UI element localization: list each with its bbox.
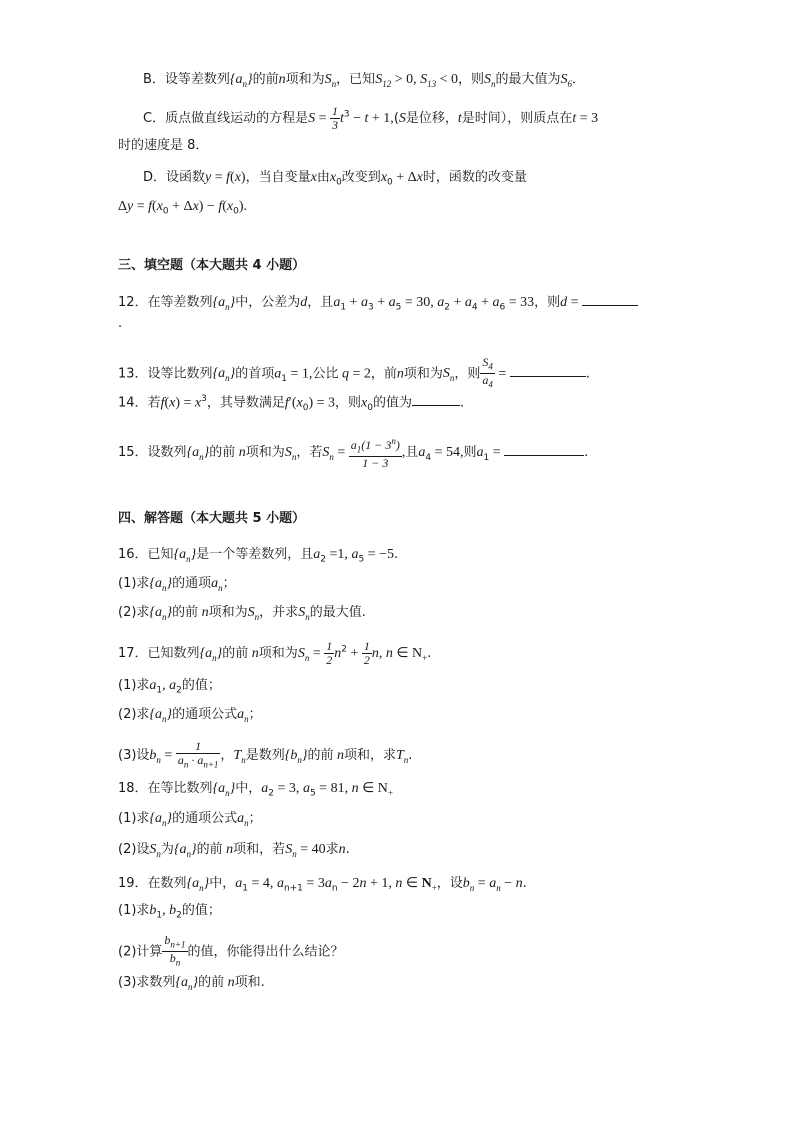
question-18: 18．在等比数列$\{a_n\}$中，$a_2 = 3$, $a_5 = 81$, n ∈ $N_+$	[118, 781, 393, 799]
question-18-part-2: (2)设$S_n$为$\{a_n\}$的前 n项和，若$S_n = 40$求n.	[118, 842, 350, 859]
question-14: 14．若$f(x) = x^3$，其导数满足$f'(x_0) = 3$，则$x_0$的值为 .	[118, 394, 465, 413]
section-solve-title: 四、解答题（本大题共 5 小题）	[118, 511, 306, 526]
question-19-part-3: (3)求数列$\{a_n\}$的前 n项和.	[118, 975, 265, 992]
question-16-part-1: (1)求$\{a_n\}$的通项$a_n$；	[118, 576, 236, 593]
option-c-cont: 时的速度是 8．	[118, 138, 209, 153]
question-15: 15．设数列$\{a_n\}$的前 n项和为$S_n$，若$S_n$ = $\frac{a_1(1 - 3^n)}{1 - 3}$ ,且$a_4 = 54$,则$a_1$ = .	[118, 436, 589, 471]
option-d-formula: $\Delta y = f(x_0 + \Delta x) - f(x_0)$.	[118, 199, 248, 217]
answer-blank	[412, 393, 460, 406]
question-18-part-1: (1)求$\{a_n\}$的通项公式$a_n$；	[118, 811, 262, 828]
question-12: 12．在等差数列$\{a_n\}$中，公差为d，且$a_1 + a_3 + a_5 = 30$, $a_2 + a_4 + a_6 = 33$，则d =	[118, 293, 638, 317]
question-13: 13．设等比数列$\{a_n\}$的首项$a_1 = 1$,公比 q = 2，前n项和为$S_n$，则 $\frac{S_4}{a_4}$ = .	[118, 355, 590, 390]
answer-blank	[510, 364, 586, 377]
option-c: C．质点做直线运动的方程是S = $\frac{1}{3}$ $t^3 - t + 1,(S$是位移，t是时间），则质点在t = 3	[143, 104, 599, 132]
question-16-part-2: (2)求$\{a_n\}$的前 n项和为$S_n$，并求$S_n$的最大值.	[118, 605, 366, 622]
question-17-part-2: (2)求$\{a_n\}$的通项公式$a_n$；	[118, 707, 262, 724]
question-19-part-1: (1)求$b_1$, $b_2$的值；	[118, 903, 221, 921]
question-17: 17．已知数列$\{a_n\}$的前 n项和为$S_n$ = $\frac{1}{2}$ $n^2$ + $\frac{1}{2}$ n, n ∈ $N_+$.	[118, 639, 432, 667]
question-19: 19．在数列$\{a_n\}$中，$a_1 = 4$, $a_{n+1} = 3a_n - 2n + 1$, n ∈ $N_+$，设$b_n = a_n - n$.	[118, 876, 527, 894]
question-16: 16．已知$\{a_n\}$是一个等差数列，且$a_2 =1$, $a_5 = -5$.	[118, 547, 399, 565]
answer-blank	[504, 443, 584, 456]
answer-blank	[582, 293, 638, 306]
section-fill-in-title: 三、填空题（本大题共 4 小题）	[118, 258, 306, 273]
question-19-part-2: (2)计算 $\frac{b_{n+1}}{b_n}$ 的值，你能得出什么结论？	[118, 933, 344, 968]
option-b: B．设等差数列$\{a_n\}$的前n项和为$S_n$，已知$S_{12} > 0$, $S_{13} < 0$，则$S_n$的最大值为$S_6$．	[143, 72, 586, 89]
question-17-part-3: (3)设$b_n$ = $\frac{1}{a_n \cdot a_{n+1}}$ ，$T_n$是数列$\{b_n\}$的前 n项和，求$T_n$.	[118, 739, 413, 770]
question-17-part-1: (1)求$a_1$, $a_2$的值；	[118, 678, 221, 696]
option-d: D．设函数y = f(x)，当自变量x由$x_0$改变到$x_0 + \Delta x$时，函数的改变量	[143, 170, 527, 188]
